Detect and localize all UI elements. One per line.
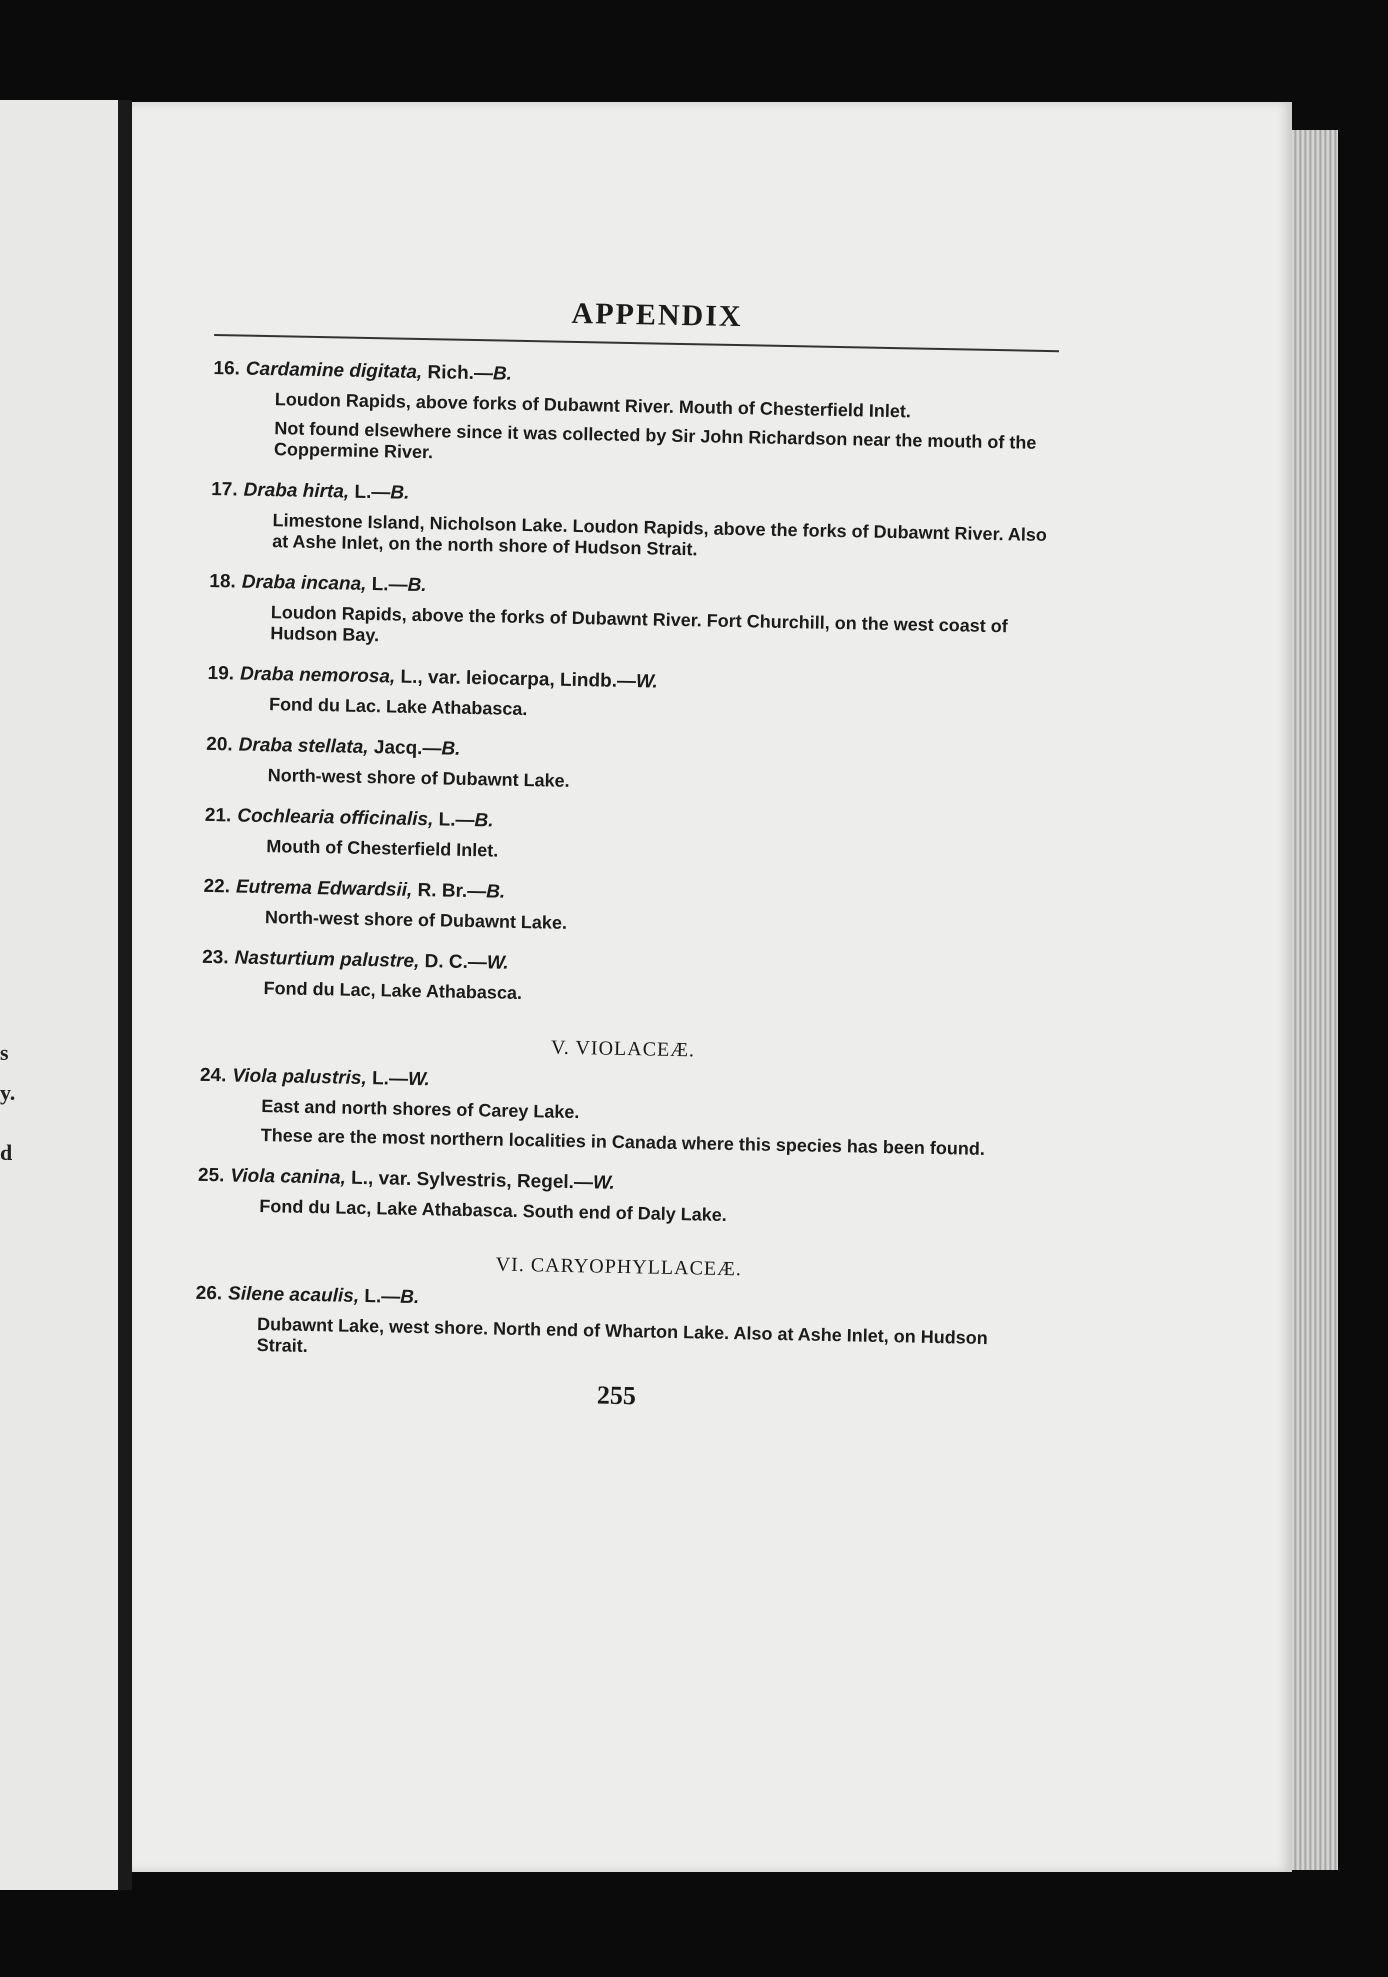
entry-number: 23. bbox=[201, 946, 229, 969]
family-heading: V. VIOLACEÆ. bbox=[550, 1036, 696, 1062]
locality-text: Loudon Rapids, above the forks of Dubawnt River. Fort Churchill, on the west coast of Hudson Bay. bbox=[270, 602, 1008, 646]
species-entry bbox=[203, 874, 1049, 943]
species-name: Silene acaulis, bbox=[227, 1283, 360, 1307]
species-name: Eutrema Edwardsii, bbox=[235, 876, 413, 901]
species-entry bbox=[204, 803, 1050, 872]
collector-mark: B. bbox=[441, 738, 461, 760]
entry-number: 24. bbox=[199, 1064, 227, 1087]
sections-container bbox=[195, 356, 1059, 1371]
species-name: Cardamine digitata, bbox=[245, 358, 423, 383]
locality-text: Limestone Island, Nicholson Lake. Loudon Rapids, above the forks of Dubawnt River. Also at Ashe Inlet, on the north shore of Hudson Strait. bbox=[271, 510, 1048, 560]
left-page-fragment: y. bbox=[0, 1080, 16, 1105]
species-author: L.— bbox=[371, 1068, 409, 1090]
entry-number: 16. bbox=[213, 357, 241, 380]
species-author: Jacq.— bbox=[373, 737, 442, 760]
page-content bbox=[194, 290, 1060, 1419]
species-entry bbox=[201, 945, 1047, 1014]
locality-text: Loudon Rapids, above forks of Dubawnt River. Mouth of Chesterfield Inlet. bbox=[274, 389, 912, 422]
species-author: R. Br.— bbox=[417, 880, 487, 903]
collector-mark: W. bbox=[592, 1172, 615, 1194]
locality-text: North-west shore of Dubawnt Lake. bbox=[264, 907, 568, 933]
entry-number: 21. bbox=[204, 804, 232, 827]
species-entry bbox=[195, 1281, 1041, 1371]
entry-number: 25. bbox=[197, 1164, 225, 1187]
species-author: L.— bbox=[364, 1286, 401, 1308]
entry-number: 18. bbox=[209, 570, 237, 593]
locality-text: North-west shore of Dubawnt Lake. bbox=[267, 765, 570, 791]
locality-text: Dubawnt Lake, west shore. North end of Wharton Lake. Also at Ashe Inlet, on Hudson Strait. bbox=[256, 1314, 988, 1356]
species-name: Draba incana, bbox=[241, 571, 367, 595]
collector-mark: B. bbox=[407, 574, 427, 597]
species-author: L.— bbox=[371, 574, 408, 596]
collector-mark: W. bbox=[486, 952, 509, 974]
locality-text: Fond du Lac, Lake Athabasca. South end of Daly Lake. bbox=[259, 1196, 727, 1225]
species-entry bbox=[207, 661, 1053, 730]
collector-mark: W. bbox=[407, 1068, 430, 1091]
species-name: Viola canina, bbox=[230, 1165, 347, 1189]
species-author: L., var. Sylvestris, Regel.— bbox=[350, 1167, 594, 1194]
species-entry bbox=[212, 356, 1059, 475]
collector-mark: B. bbox=[474, 810, 494, 832]
entry-number: 19. bbox=[207, 662, 235, 685]
species-entry bbox=[205, 732, 1051, 801]
species-author: L., var. leiocarpa, Lindb.— bbox=[400, 666, 637, 693]
collector-mark: B. bbox=[390, 482, 410, 504]
locality-text: Fond du Lac, Lake Athabasca. bbox=[263, 978, 523, 1004]
collector-mark: W. bbox=[635, 671, 658, 693]
entry-number: 17. bbox=[210, 478, 238, 501]
species-name: Viola palustris, bbox=[232, 1065, 367, 1090]
collector-mark: B. bbox=[492, 363, 513, 385]
locality-text: Not found elsewhere since it was collected by Sir John Richardson near the mouth of the Coppermine River. bbox=[273, 418, 1037, 463]
species-entry bbox=[210, 477, 1056, 567]
species-author: Rich.— bbox=[427, 362, 494, 385]
species-name: Draba nemorosa, bbox=[239, 663, 396, 688]
collector-mark: B. bbox=[485, 881, 506, 903]
entry-number: 26. bbox=[195, 1282, 223, 1305]
page-edge bbox=[1292, 130, 1338, 1870]
locality-text: Mouth of Chesterfield Inlet. bbox=[266, 836, 499, 861]
collector-mark: B. bbox=[400, 1286, 420, 1309]
left-page-fragment: d bbox=[0, 1140, 13, 1165]
family-heading: VI. CARYOPHYLLACEÆ. bbox=[495, 1253, 743, 1281]
species-name: Cochlearia officinalis, bbox=[237, 805, 434, 831]
species-name: Draba stellata, bbox=[238, 734, 369, 759]
left-page bbox=[0, 100, 132, 1890]
species-author: L.— bbox=[438, 809, 475, 832]
species-name: Draba hirta, bbox=[243, 479, 350, 503]
species-entry bbox=[197, 1163, 1043, 1232]
species-entry bbox=[208, 569, 1054, 659]
entry-number: 22. bbox=[203, 875, 231, 898]
locality-text: These are the most northern localities in Canada where this species has been found. bbox=[260, 1125, 986, 1159]
page-number: 255 bbox=[596, 1380, 637, 1411]
locality-text: East and north shores of Carey Lake. bbox=[261, 1096, 580, 1123]
species-author: D. C.— bbox=[424, 951, 488, 974]
species-name: Nasturtium palustre, bbox=[234, 947, 420, 973]
page-header: APPENDIX bbox=[571, 296, 743, 334]
entry-number: 20. bbox=[206, 733, 233, 756]
locality-text: Fond du Lac. Lake Athabasca. bbox=[268, 694, 528, 720]
species-entry bbox=[199, 1063, 1045, 1161]
left-page-fragment: s bbox=[0, 1040, 9, 1065]
species-author: L.— bbox=[354, 481, 391, 504]
